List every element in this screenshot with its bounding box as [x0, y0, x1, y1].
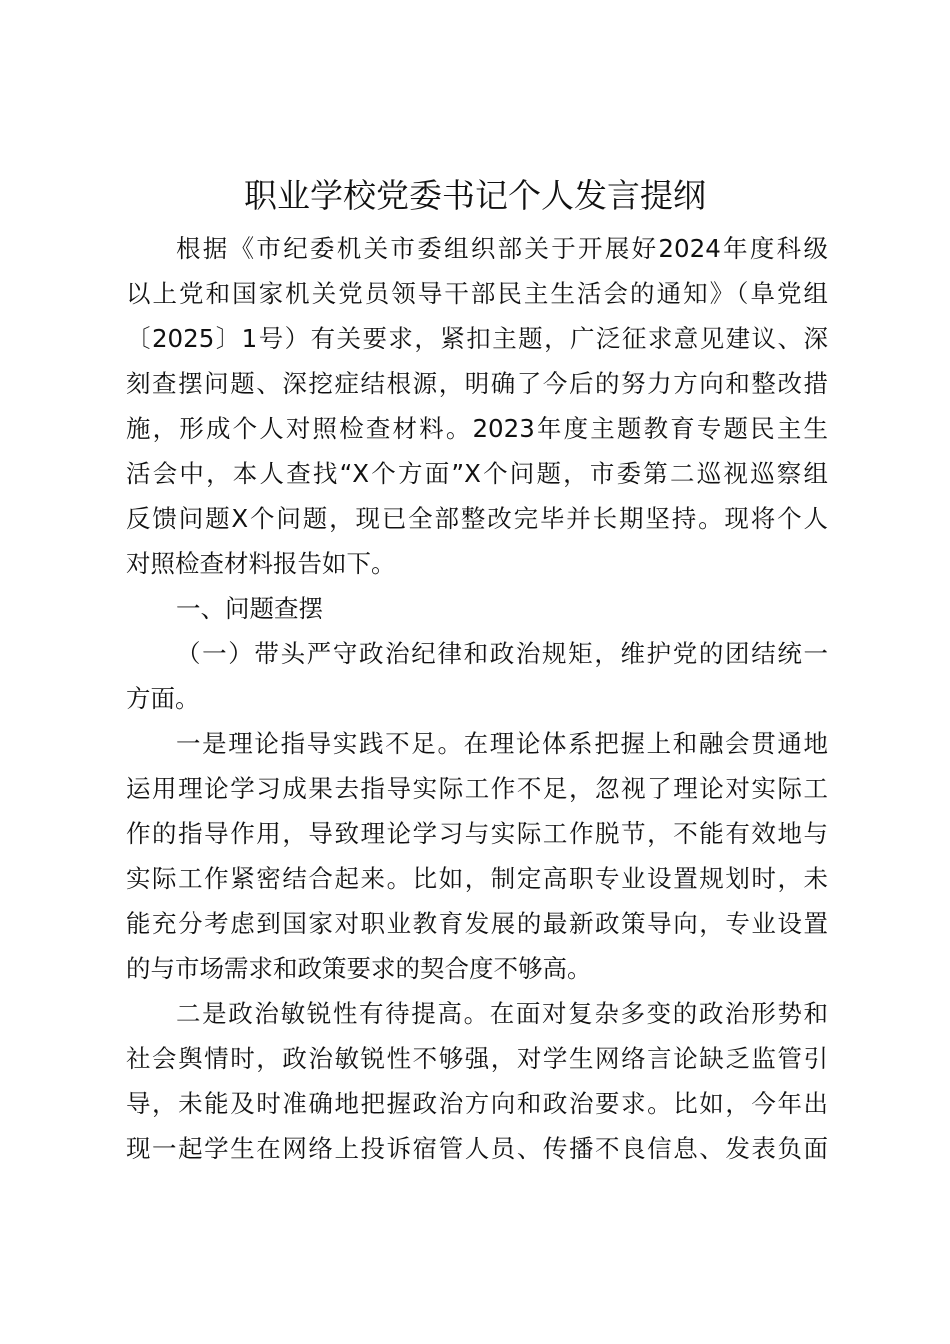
- document-title: 职业学校党委书记个人发言提纲: [244, 176, 706, 215]
- text-line: 对照检查材料报告如下。: [126, 549, 396, 578]
- text-line: 社会舆情时，政治敏锐性不够强，对学生网络言论缺乏监管引: [126, 1044, 828, 1073]
- text-line: 活会中，本人查找“X个方面”X个问题，市委第二巡视巡察组: [126, 459, 828, 488]
- text-line: 运用理论学习成果去指导实际工作不足，忽视了理论对实际工: [126, 774, 828, 803]
- text-line: （一）带头严守政治纪律和政治规矩，维护党的团结统一: [176, 639, 828, 668]
- text-line: 反馈问题X个问题，现已全部整改完毕并长期坚持。现将个人: [126, 504, 828, 533]
- text-line: 现一起学生在网络上投诉宿管人员、传播不良信息、发表负面: [126, 1134, 828, 1163]
- text-line: 以上党和国家机关党员领导干部民主生活会的通知》（阜党组: [126, 279, 828, 308]
- text-line: 作的指导作用，导致理论学习与实际工作脱节，不能有效地与: [126, 819, 828, 848]
- text-line: 一、问题查摆: [176, 594, 323, 623]
- text-line: 导，未能及时准确地把握政治方向和政治要求。比如，今年出: [126, 1089, 828, 1118]
- text-line: 一是理论指导实践不足。在理论体系把握上和融会贯通地: [176, 729, 828, 758]
- text-line: 的与市场需求和政策要求的契合度不够高。: [126, 954, 592, 983]
- text-line: 能充分考虑到国家对职业教育发展的最新政策导向，专业设置: [126, 909, 828, 938]
- text-line: 刻查摆问题、深挖症结根源，明确了今后的努力方向和整改措: [126, 369, 828, 398]
- text-line: 实际工作紧密结合起来。比如，制定高职专业设置规划时，未: [126, 864, 828, 893]
- text-line: 根据《市纪委机关市委组织部关于开展好2024年度科级: [176, 234, 828, 263]
- text-line: 方面。: [126, 684, 200, 713]
- text-line: 施，形成个人对照检查材料。2023年度主题教育专题民主生: [126, 414, 828, 443]
- document-body: [126, 226, 828, 1171]
- text-line: 〔2025〕1号）有关要求，紧扣主题，广泛征求意见建议、深: [126, 324, 828, 353]
- text-line: 二是政治敏锐性有待提高。在面对复杂多变的政治形势和: [176, 999, 828, 1028]
